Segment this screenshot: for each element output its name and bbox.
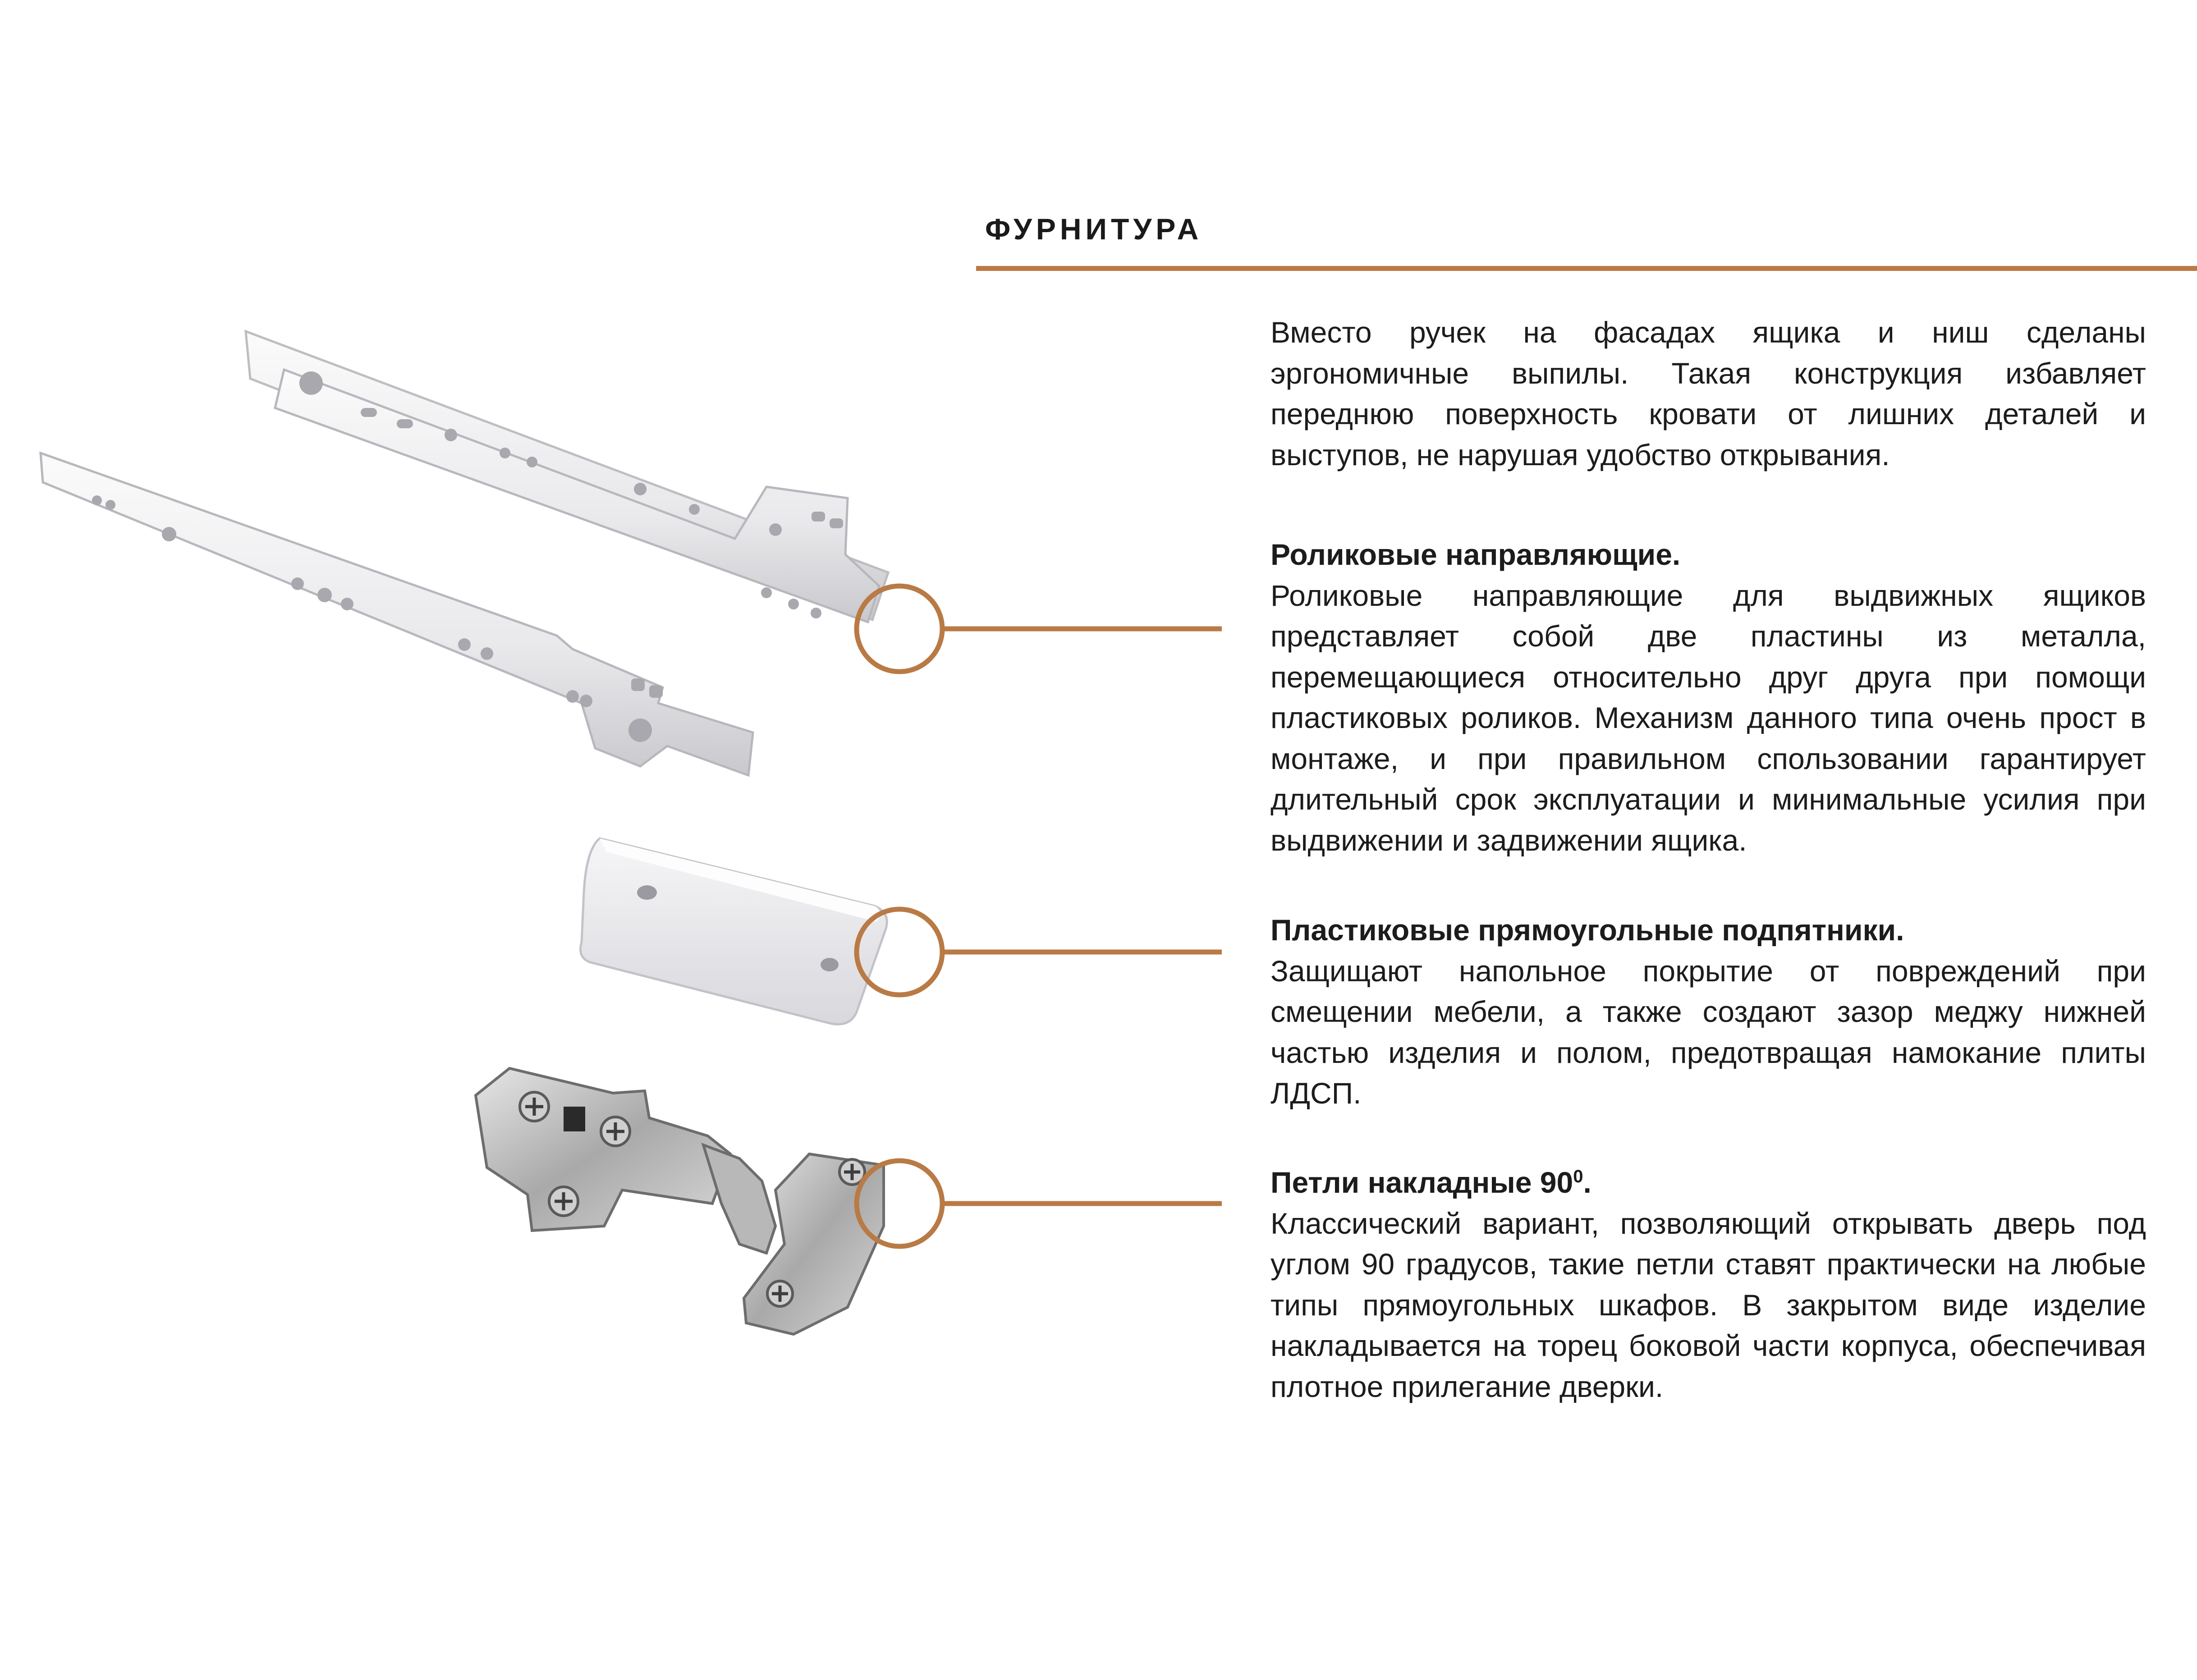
section-text: Роликовые направляющие для выдвижных ящиков представляет собой две пластины из металла, перемещающиеся относительно друг друга при помощи пластиковых роликов. Механизм данного типа очень прост в монтаже, и при правильном спользовании гарантирует длительный срок эксплуатации и минимальные усилия при выдвижении и задвижении ящика. [1270,578,2146,857]
callout-circle-slides [857,586,942,672]
intro-text: Вместо ручек на фасадах ящика и ниш сделаны эргономичные выпилы. Такая конструкция избавляет переднюю поверхность кровати от лишних деталей и выступов, не нарушая удобство открывания. [1270,316,2146,471]
section-text: Классический вариант, позволяющий открывать дверь под углом 90 градусов, такие петли ставят практически на любые типы прямоугольных шкафов. В закрытом виде изделие накладывается на торец боковой части корпуса, обеспечивая плотное прилегание дверки. [1270,1206,2146,1403]
overlay-hinge-image [476,1068,884,1334]
section-heading: Роликовые направляющие. [1270,538,1681,571]
intro-block [1270,312,2146,475]
section-foot-pads [1270,910,2146,1114]
section-text: Защищают напольное покрытие от повреждений при смещении мебели, а также создают зазор меджу нижней частью изделия и полом, предотвращая намокание плиты ЛДСП. [1270,954,2146,1110]
page-title: ФУРНИТУРА [985,212,1203,246]
section-heading: Петли накладные $90^0$. [1270,1166,1592,1199]
section-hinges [1270,1162,2146,1407]
section-drawer-slides [1270,534,2146,861]
drawer-slides-image [41,331,888,775]
section-heading: Пластиковые прямоугольные подпятники. [1270,913,1904,947]
plastic-foot-pad-image [581,838,887,1024]
